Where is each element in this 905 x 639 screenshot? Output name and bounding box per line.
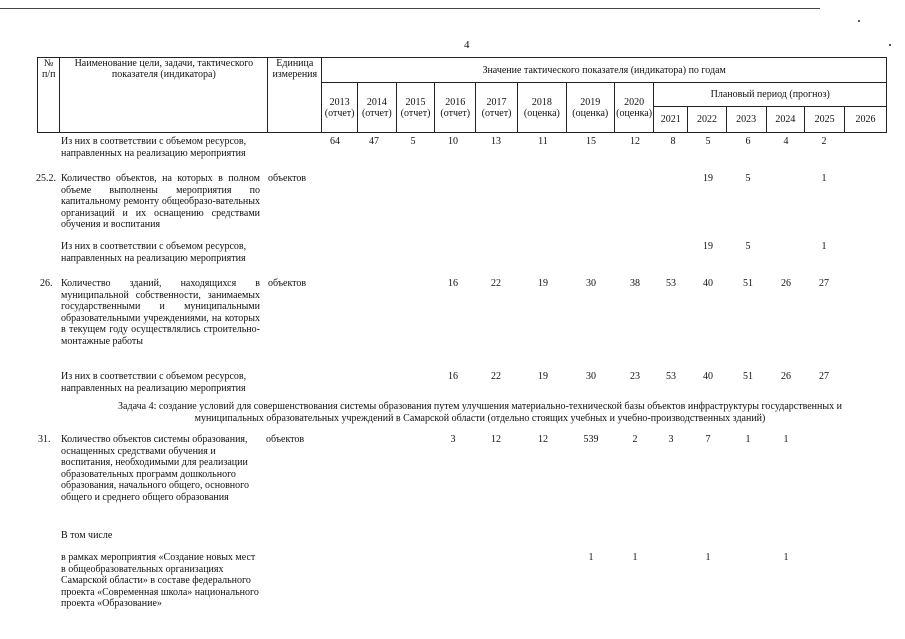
cell-2025: 27 — [819, 278, 829, 289]
header-plan-2023: 2023 — [726, 107, 766, 133]
cell-2023: 1 — [745, 434, 751, 445]
cell-2024: 4 — [783, 136, 789, 147]
cell-2023: 51 — [743, 278, 753, 289]
row-text: В том числе — [61, 530, 113, 541]
row-text: в рамках мероприятия «Создание новых мест в общеобразовательных организациях Самарской области» в составе федерального проекта «Современная школа» национального проекта «Образование» — [61, 552, 259, 609]
cell-2018: 19 — [538, 371, 548, 382]
header-plan-2022: 2022 — [688, 107, 727, 133]
row-text: Из них в соответствии с объемом ресурсов, направленных на реализацию мероприятия — [61, 241, 247, 264]
page-number: 4 — [464, 39, 470, 51]
cell-2022: 5 — [705, 136, 711, 147]
cell-2024: 1 — [783, 552, 789, 563]
row-text: Количество зданий, находящихся в муниципальной собственности, занимаемых государственными и муниципальными образовательными учреждениями, на которых в текущем году осуществлялись строительно-монтажные работы — [61, 278, 260, 347]
header-year-2020: 2020 (оценка) — [614, 83, 654, 133]
row-unit: объектов — [268, 278, 307, 289]
cell-2016: 10 — [448, 136, 458, 147]
cell-2022: 40 — [703, 278, 713, 289]
header-plan-2025: 2025 — [805, 107, 845, 133]
cell-2025: 2 — [821, 136, 827, 147]
cell-2020: 2 — [632, 434, 638, 445]
header-table — [37, 57, 887, 133]
cell-2023: 6 — [745, 136, 751, 147]
cell-2022: 7 — [705, 434, 711, 445]
cell-2018: 19 — [538, 278, 548, 289]
cell-2016: 3 — [450, 434, 456, 445]
row-text: Количество объектов системы образования, оснащенных средствами обучения и воспитания, необходимыми для реализации образовательных программ дошкольного образования, начального общего, основного общего и среднего общего образования — [61, 434, 249, 503]
header-year-2016: 2016 (отчет) — [435, 83, 476, 133]
cell-2022: 19 — [703, 241, 713, 252]
header-num: № п/п — [38, 58, 60, 133]
cell-2015: 5 — [410, 136, 416, 147]
cell-2016: 16 — [448, 371, 458, 382]
row-text: Количество объектов, на которых в полном объеме выполнены мероприятия по капитальному ремонту общеобразо-вательных организаций и их оснащению средствами обучения и воспитания — [61, 173, 260, 230]
cell-2019: 1 — [588, 552, 594, 563]
header-plan-2024: 2024 — [766, 107, 805, 133]
header-unit: Единица измерения — [268, 58, 322, 133]
header-year-2014: 2014 (отчет) — [357, 83, 396, 133]
header-year-2015: 2015 (отчет) — [396, 83, 435, 133]
cell-2013: 64 — [330, 136, 340, 147]
cell-2019: 30 — [586, 278, 596, 289]
scan-speck — [889, 44, 891, 46]
cell-2023: 5 — [745, 241, 751, 252]
cell-2017: 12 — [491, 434, 501, 445]
header-year-2017: 2017 (отчет) — [476, 83, 518, 133]
cell-2025: 1 — [821, 173, 827, 184]
cell-2022: 40 — [703, 371, 713, 382]
cell-2022: 19 — [703, 173, 713, 184]
header-year-2018: 2018 (оценка) — [517, 83, 566, 133]
cell-2022: 1 — [705, 552, 711, 563]
cell-2017: 13 — [491, 136, 501, 147]
cell-2024: 26 — [781, 371, 791, 382]
scan-speck — [858, 20, 860, 22]
cell-2023: 51 — [743, 371, 753, 382]
cell-2016: 16 — [448, 278, 458, 289]
cell-2021: 53 — [666, 278, 676, 289]
header-year-2019: 2019 (оценка) — [566, 83, 614, 133]
cell-2025: 27 — [819, 371, 829, 382]
cell-2020: 38 — [630, 278, 640, 289]
cell-2024: 1 — [783, 434, 789, 445]
cell-2020: 23 — [630, 371, 640, 382]
cell-2021: 8 — [670, 136, 676, 147]
cell-2014: 47 — [369, 136, 379, 147]
header-plan-2026: 2026 — [844, 107, 886, 133]
header-year-2013: 2013 (отчет) — [322, 83, 358, 133]
header-plan-2021: 2021 — [654, 107, 688, 133]
cell-2019: 30 — [586, 371, 596, 382]
cell-2023: 5 — [745, 173, 751, 184]
cell-2019: 539 — [583, 434, 599, 445]
cell-2019: 15 — [586, 136, 596, 147]
cell-2017: 22 — [491, 278, 501, 289]
task-heading: Задача 4: создание условий для совершенствования системы образования путем улучшения материально-технической базы объектов инфраструктуры государственных и муниципальных образовательных учреждений в Самарской области (отдельно стоящих учебных и учебно-производственных зданий) — [118, 401, 842, 424]
cell-2018: 11 — [538, 136, 548, 147]
row-text: Из них в соответствии с объемом ресурсов, направленных на реализацию мероприятия — [61, 371, 247, 394]
cell-2020: 12 — [630, 136, 640, 147]
row-unit: объектов — [266, 434, 305, 445]
row-number: 31. — [38, 434, 51, 445]
cell-2020: 1 — [632, 552, 638, 563]
cell-2017: 22 — [491, 371, 501, 382]
cell-2018: 12 — [538, 434, 548, 445]
cell-2024: 26 — [781, 278, 791, 289]
row-text: Из них в соответствии с объемом ресурсов, направленных на реализацию мероприятия — [61, 136, 247, 159]
cell-2025: 1 — [821, 241, 827, 252]
top-border-line — [0, 8, 820, 9]
cell-2021: 3 — [668, 434, 674, 445]
row-number: 25.2. — [36, 173, 56, 184]
header-plan-period: Плановый период (прогноз) — [654, 83, 887, 107]
row-number: 26. — [40, 278, 53, 289]
row-unit: объектов — [268, 173, 307, 184]
cell-2021: 53 — [666, 371, 676, 382]
header-values: Значение тактического показателя (индикатора) по годам — [322, 58, 887, 83]
header-name: Наименование цели, задачи, тактического показателя (индикатора) — [60, 58, 268, 133]
